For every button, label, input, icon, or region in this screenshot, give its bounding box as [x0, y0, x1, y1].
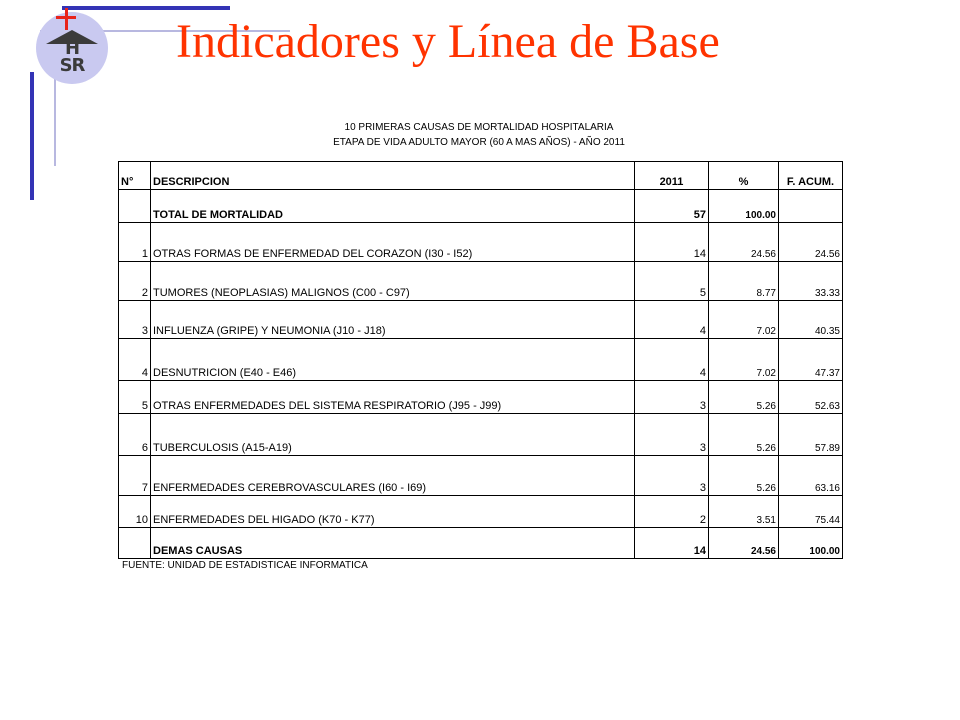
logo-text-line2: SR [59, 55, 85, 76]
cell-cumulative: 75.44 [779, 496, 843, 528]
cell-year: 57 [635, 190, 709, 223]
table-source-note: FUENTE: UNIDAD DE ESTADISTICAE INFORMATICA [122, 560, 368, 571]
table-row [119, 381, 843, 414]
cell-description: TUBERCULOSIS (A15-A19) [151, 414, 635, 456]
cell-percent: 24.56 [709, 223, 779, 262]
table-row [119, 223, 843, 262]
cell-cumulative: 40.35 [779, 301, 843, 339]
cell-number: 7 [119, 456, 151, 496]
cell-percent: 5.26 [709, 381, 779, 414]
cell-year: 14 [635, 223, 709, 262]
cell-number: 10 [119, 496, 151, 528]
cell-cumulative: 63.16 [779, 456, 843, 496]
cell-percent: 24.56 [709, 528, 779, 559]
mortality-table [118, 161, 843, 559]
cell-cumulative: 100.00 [779, 528, 843, 559]
cell-percent: 7.02 [709, 301, 779, 339]
cell-year: 14 [635, 528, 709, 559]
header-year: 2011 [635, 162, 709, 190]
cell-description: INFLUENZA (GRIPE) Y NEUMONIA (J10 - J18) [151, 301, 635, 339]
table-row-total [119, 190, 843, 223]
cell-number [119, 528, 151, 559]
cell-cumulative: 57.89 [779, 414, 843, 456]
cell-description: OTRAS ENFERMEDADES DEL SISTEMA RESPIRATORIO (J95 - J99) [151, 381, 635, 414]
cell-cumulative: 24.56 [779, 223, 843, 262]
cell-number: 6 [119, 414, 151, 456]
table-caption-line1: 10 PRIMERAS CAUSAS DE MORTALIDAD HOSPITALARIA [344, 122, 614, 133]
cell-year: 3 [635, 456, 709, 496]
cell-description: DESNUTRICION (E40 - E46) [151, 339, 635, 381]
hospital-logo [36, 12, 108, 84]
table-row [119, 496, 843, 528]
cell-percent: 5.26 [709, 456, 779, 496]
decorative-line-top [62, 6, 230, 10]
cell-percent: 5.26 [709, 414, 779, 456]
cell-cumulative: 47.37 [779, 339, 843, 381]
cell-percent: 7.02 [709, 339, 779, 381]
cell-number: 5 [119, 381, 151, 414]
cell-description: TUMORES (NEOPLASIAS) MALIGNOS (C00 - C97) [151, 262, 635, 301]
logo-cross-icon-vertical [65, 8, 68, 30]
cell-number: 3 [119, 301, 151, 339]
table-row [119, 414, 843, 456]
cell-description: ENFERMEDADES CEREBROVASCULARES (I60 - I69) [151, 456, 635, 496]
cell-year: 4 [635, 301, 709, 339]
cell-cumulative: 33.33 [779, 262, 843, 301]
cell-number: 1 [119, 223, 151, 262]
header-description: DESCRIPCION [151, 162, 635, 190]
logo-text [44, 40, 100, 74]
cell-percent: 3.51 [709, 496, 779, 528]
cell-year: 3 [635, 414, 709, 456]
decorative-line-left [30, 72, 34, 200]
cell-description: ENFERMEDADES DEL HIGADO (K70 - K77) [151, 496, 635, 528]
table-row-demas [119, 528, 843, 559]
cell-number [119, 190, 151, 223]
cell-year: 3 [635, 381, 709, 414]
table-row [119, 262, 843, 301]
cell-description: OTRAS FORMAS DE ENFERMEDAD DEL CORAZON (I30 - I52) [151, 223, 635, 262]
table-row [119, 456, 843, 496]
header-cumulative: F. ACUM. [779, 162, 843, 190]
cell-description: DEMAS CAUSAS [151, 528, 635, 559]
cell-cumulative [779, 190, 843, 223]
logo-text-line1: H [64, 38, 80, 59]
header-number: N° [119, 162, 151, 190]
table-caption-line2: ETAPA DE VIDA ADULTO MAYOR (60 A MAS AÑOS) - AÑO 2011 [333, 137, 625, 148]
cell-percent: 8.77 [709, 262, 779, 301]
cell-year: 4 [635, 339, 709, 381]
table-header-row [119, 162, 843, 190]
cell-year: 2 [635, 496, 709, 528]
cell-number: 4 [119, 339, 151, 381]
cell-number: 2 [119, 262, 151, 301]
header-percent: % [709, 162, 779, 190]
cell-percent: 100.00 [709, 190, 779, 223]
cell-cumulative: 52.63 [779, 381, 843, 414]
cell-description: TOTAL DE MORTALIDAD [151, 190, 635, 223]
table-row [119, 301, 843, 339]
table-row [119, 339, 843, 381]
slide-title: Indicadores y Línea de Base [176, 15, 720, 68]
cell-year: 5 [635, 262, 709, 301]
